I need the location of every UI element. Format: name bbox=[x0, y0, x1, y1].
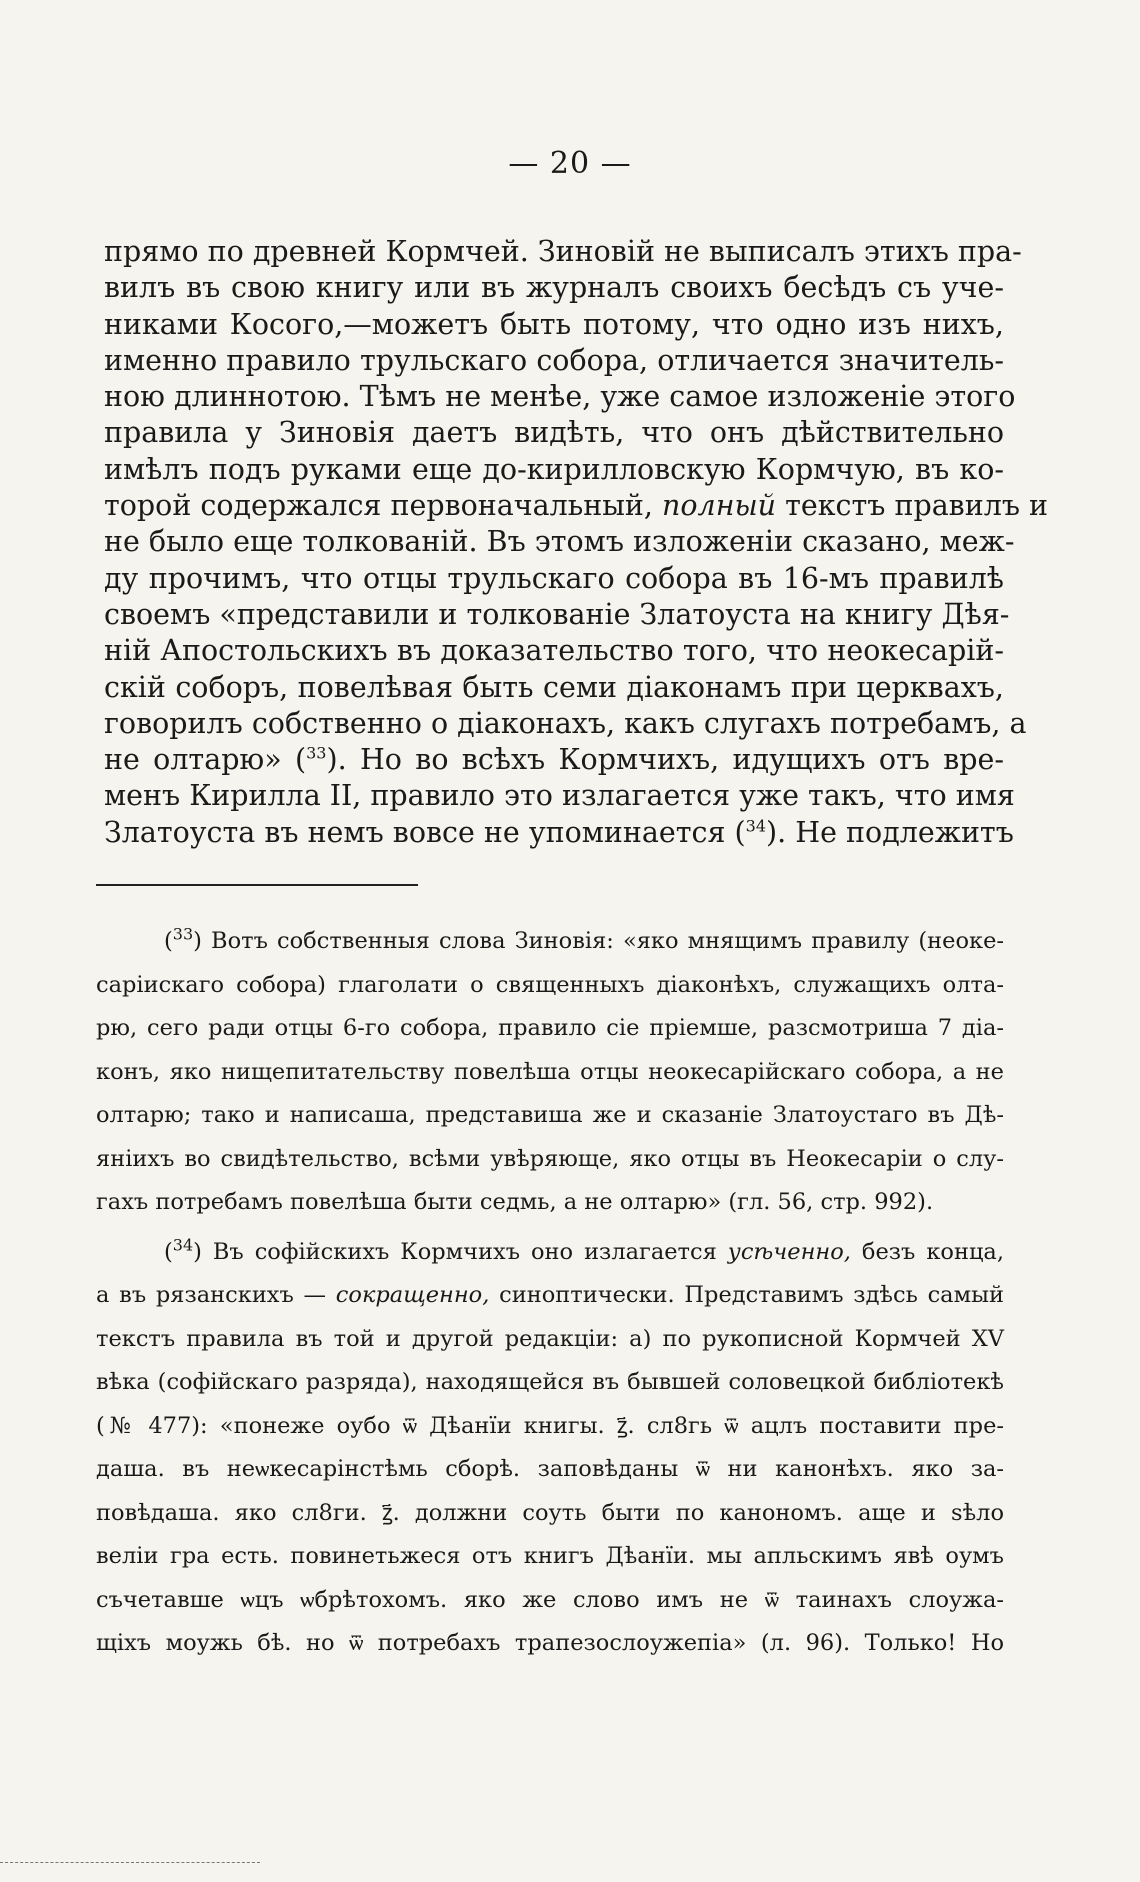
footnote-34-line-10: щіхъ моужь бѣ. но ѿ потребахъ трапезослоужепіа» (л. 96). Только! Но bbox=[96, 1630, 1004, 1656]
footnote-33-line-6: яніихъ во свидѣтельство, всѣми увѣряюще, яко отцы въ Неокесаріи о слу- bbox=[96, 1145, 1004, 1172]
body-line-8-tail: текстъ правилъ и bbox=[776, 489, 1049, 523]
footnote-34-line-6: даша. въ неѡкесарінстѣмь сборѣ. заповѣданы ѿ ни канонѣхъ. яко за- bbox=[96, 1456, 1004, 1482]
footnote-34-label: 34 bbox=[172, 1235, 194, 1254]
footnote-34-line-7: повѣдаша. яко сл8ги. ꙁ҃. должни соуть быти по канономъ. аще и ѕѣло bbox=[96, 1499, 1004, 1526]
footnote-33-line-1: ($^{33}$) Вотъ собственныя слова Зиновія: «яко мнящимъ правилу (неоке- bbox=[164, 924, 1004, 954]
footnote-34-line-4: вѣка (софійскаго разряда), находящейся въ бывшей соловецкой библіотекѣ bbox=[96, 1369, 1004, 1395]
body-line-8-head: торой содержался первоначальный, bbox=[104, 489, 663, 523]
body-line-17 bbox=[104, 815, 1014, 851]
footnote-33-line-4: конъ, яко нищепитательству повелѣша отцы неокесарійскаго собора, а не bbox=[96, 1058, 1004, 1085]
footnote-33-line-3: рю, сего ради отцы 6-го собора, правило сіе пріемше, разсмотриша 7 діа- bbox=[96, 1015, 1004, 1041]
footnote-34-line-1: ($^{34}$) Въ софійскихъ Кормчихъ оно излагается усѣченно, безъ конца, bbox=[164, 1235, 1004, 1265]
body-line-11: своемъ «представили и толкованіе Златоуста на книгу Дѣя- bbox=[104, 597, 1010, 631]
footnote-34-text-1-tail: безъ конца, bbox=[850, 1238, 1004, 1265]
footnote-34-line-9: съчетавше ѡцъ ѡбрѣтохомъ. яко же слово имъ не ѿ таинахъ слоужа- bbox=[96, 1586, 1004, 1613]
body-line-7: имѣлъ подъ руками еще до-кирилловскую Кормчую, въ ко- bbox=[104, 452, 1004, 486]
body-line-9: не было еще толкованій. Въ этомъ изложеніи сказано, меж- bbox=[104, 525, 1015, 559]
body-line-14: говорилъ собственно о діаконахъ, какъ слугахъ потребамъ, а bbox=[104, 706, 1027, 740]
body-line-13: скій соборъ, повелѣвая быть семи діаконамъ при церквахъ, bbox=[104, 670, 1004, 704]
footnote-34-text-2-tail: синоптически. Представимъ здѣсь самый bbox=[489, 1282, 1005, 1308]
body-line-16: менъ Кирилла II, правило это излагается уже такъ, что имя bbox=[104, 779, 1015, 813]
footnote-34-text-2: а въ рязанскихъ — bbox=[96, 1282, 336, 1308]
body-line-15 bbox=[104, 742, 1004, 778]
body-line-10: ду прочимъ, что отцы трульскаго собора въ 16-мъ правилѣ bbox=[104, 561, 1004, 595]
body-line-17-tail: ). Не подлежитъ bbox=[766, 815, 1014, 849]
footnote-ref-33: 33 bbox=[306, 743, 327, 763]
footnote-33-line-7: гахъ потребамъ повелѣша быти седмь, а не олтарю» (гл. 56, стр. 992). bbox=[96, 1189, 934, 1215]
footnotes bbox=[96, 920, 1004, 1666]
page-number: — 20 — bbox=[508, 146, 632, 181]
body-line-3: никами Косого,—можетъ быть потому, что одно изъ нихъ, bbox=[104, 307, 1004, 341]
body-line-17-head: Златоуста въ немъ вовсе не упоминается ( bbox=[104, 815, 746, 849]
footnote-34-line-8: веліи гра есть. повинетьжеся отъ книгъ Дѣанїи. мы апльскимъ явѣ оумъ bbox=[96, 1543, 1004, 1569]
body-line-15-head: не олтарю» ( bbox=[104, 743, 307, 777]
body-line-1: прямо по древней Кормчей. Зиновій не выписалъ этихъ пра- bbox=[104, 235, 1022, 268]
footnote-33-line-2: саріискаго собора) глаголати о священныхъ діаконѣхъ, служащихъ олта- bbox=[96, 971, 1004, 998]
footnote-34-line-3: текстъ правила въ той и другой редакціи: а) по рукописной Кормчей XV bbox=[96, 1325, 1004, 1352]
italic-sokrashchenno: сокращенно, bbox=[335, 1282, 490, 1308]
footnote-separator bbox=[96, 884, 418, 886]
footnote-33-label: 33 bbox=[172, 924, 194, 944]
footnote-33-text-1: ) Вотъ собственныя слова Зиновія: «яко мнящимъ правилу (неоке- bbox=[193, 928, 1004, 954]
body-line-2: вилъ въ свою книгу или въ журналъ своихъ бесѣдъ съ уче- bbox=[104, 271, 1004, 305]
italic-polnyi: полный bbox=[662, 489, 777, 523]
body-line-8 bbox=[104, 488, 1049, 524]
footnote-34-line-2 bbox=[96, 1274, 1004, 1318]
main-text bbox=[104, 234, 1049, 851]
footnote-34-text-1: ) Въ софійскихъ Кормчихъ оно излагается bbox=[193, 1238, 728, 1265]
scan-edge-mark bbox=[0, 1862, 260, 1863]
italic-usechenno: усѣченно, bbox=[727, 1238, 851, 1265]
footnote-33-line-5: олтарю; тако и написаша, представиша же и сказаніе Златоустаго въ Дѣ- bbox=[96, 1102, 1004, 1128]
body-line-12: ній Апостольскихъ въ доказательство того, что неокесарій- bbox=[104, 634, 1004, 668]
body-line-4: именно правило трульскаго собора, отличается значитель- bbox=[104, 343, 1004, 377]
body-line-15-tail: ). Но во всѣхъ Кормчихъ, идущихъ отъ вре- bbox=[326, 743, 1004, 777]
footnote-34-line-5: (№ 477): «понеже оубо ѿ Дѣанїи книгы. ꙁ҃. сл8гь ѿ ацлъ поставити пре- bbox=[96, 1412, 1004, 1439]
footnote-ref-34: 34 bbox=[745, 816, 767, 836]
body-line-6: правила у Зиновія даетъ видѣть, что онъ дѣйствительно bbox=[104, 416, 1004, 450]
body-line-5: ною длиннотою. Тѣмъ не менѣе, уже самое изложеніе этого bbox=[104, 380, 1016, 414]
